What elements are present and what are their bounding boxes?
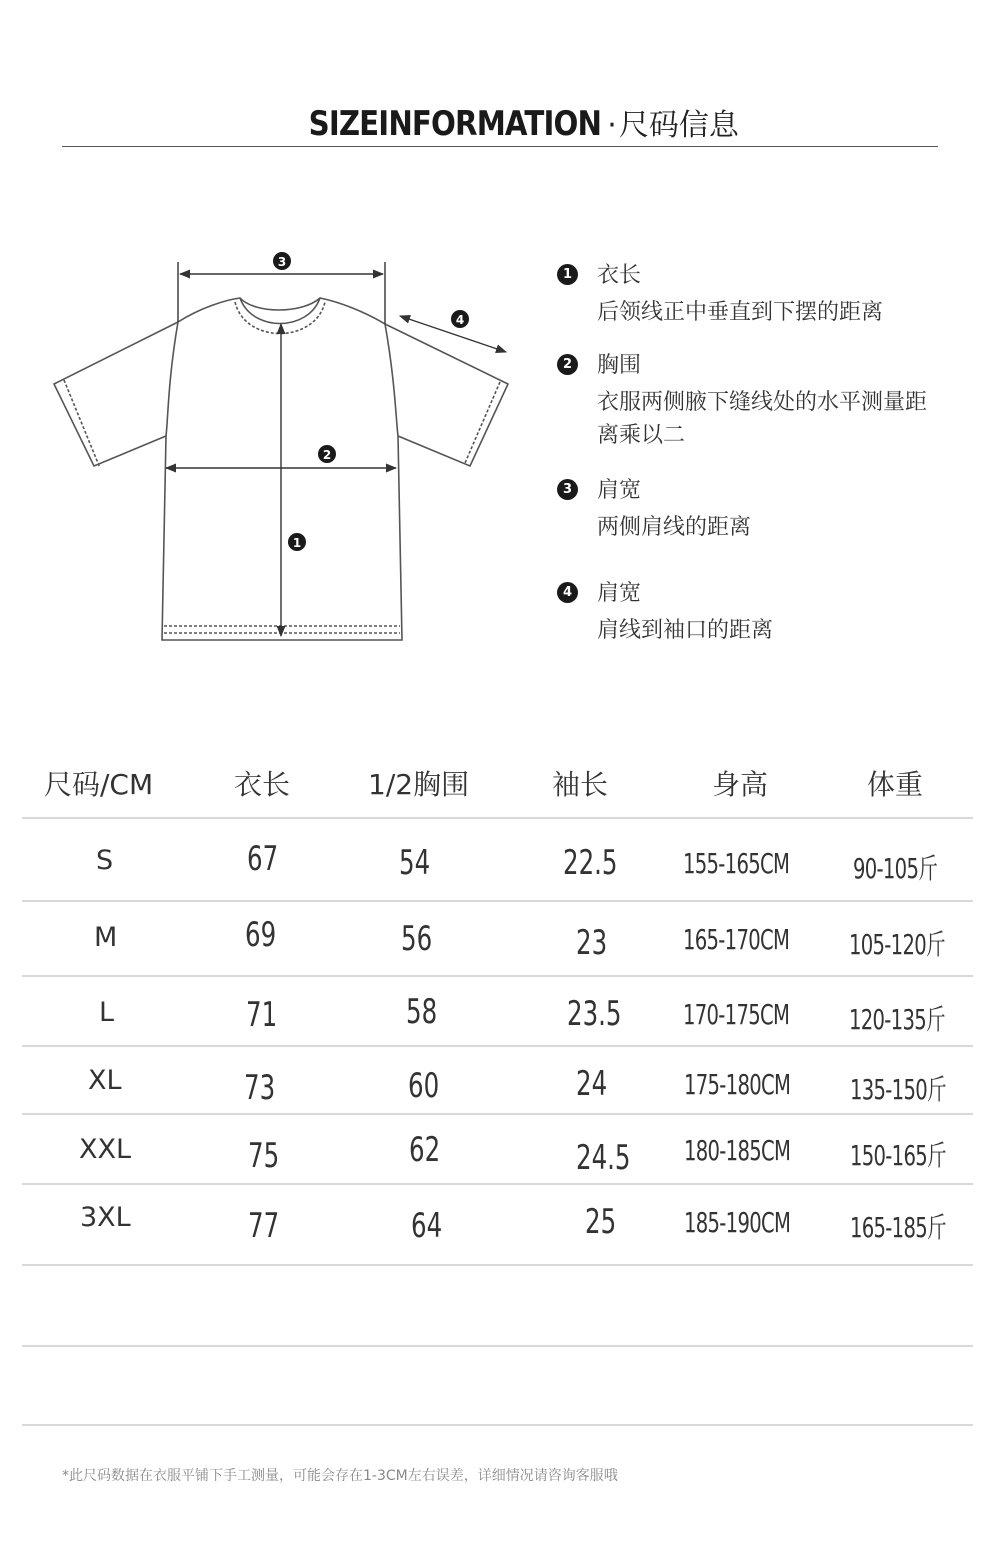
- cell-length: 77: [248, 1206, 280, 1246]
- table-divider: [22, 1113, 973, 1115]
- table-divider: [22, 975, 973, 977]
- cell-sleeve: 23: [576, 923, 608, 963]
- marker-label-2: 2: [322, 448, 332, 462]
- cell-height: 155-165CM: [683, 847, 790, 880]
- cell-weight: 105-120斤: [849, 928, 945, 961]
- table-divider: [22, 1424, 973, 1426]
- table-divider: [22, 1183, 973, 1185]
- tshirt-diagram: [40, 240, 520, 660]
- cell-sleeve: 25: [585, 1202, 617, 1242]
- diagram-marker-4: [451, 310, 469, 328]
- diagram-marker-2: [318, 445, 336, 463]
- cell-weight: 135-150斤: [850, 1073, 946, 1106]
- cell-height: 165-170CM: [683, 923, 790, 956]
- cell-size: M: [94, 922, 118, 953]
- cell-height: 180-185CM: [684, 1134, 791, 1167]
- cell-height: 175-180CM: [684, 1068, 791, 1101]
- cell-length: 69: [245, 915, 277, 955]
- cell-size: XXL: [79, 1134, 132, 1165]
- title-separator: ·: [607, 108, 617, 143]
- cell-size: L: [99, 997, 115, 1028]
- header-weight: 体重: [867, 768, 924, 801]
- cell-size: XL: [88, 1065, 122, 1096]
- cell-chest: 56: [401, 919, 433, 959]
- diagram-marker-3: [273, 252, 291, 270]
- title-chinese: 尺码信息: [618, 108, 739, 143]
- title-underline: [62, 146, 938, 147]
- cell-weight: 120-135斤: [849, 1003, 945, 1036]
- cell-size: 3XL: [80, 1202, 131, 1233]
- header-sleeve: 袖长: [552, 768, 609, 801]
- cell-height: 170-175CM: [683, 998, 790, 1031]
- cell-sleeve: 24.5: [576, 1138, 631, 1178]
- header-size: 尺码/CM: [44, 768, 154, 801]
- cell-height: 185-190CM: [684, 1206, 791, 1239]
- cell-weight: 150-165斤: [850, 1139, 946, 1172]
- marker-label-3: 3: [277, 255, 287, 269]
- marker-label-1: 1: [292, 536, 302, 550]
- diagram-marker-1: [288, 533, 306, 551]
- cell-sleeve: 23.5: [567, 994, 622, 1034]
- header-half-chest: 1/2胸围: [368, 768, 470, 801]
- cell-sleeve: 24: [576, 1064, 608, 1104]
- legend-badge-3: 3: [557, 479, 578, 500]
- header-height: 身高: [712, 768, 769, 801]
- cell-length: 73: [244, 1068, 276, 1108]
- marker-label-4: 4: [455, 313, 465, 327]
- cell-length: 75: [248, 1136, 280, 1176]
- legend-desc: 后领线正中垂直到下摆的距离: [597, 300, 884, 325]
- cell-chest: 58: [406, 992, 438, 1032]
- legend-badge-1: 1: [557, 264, 578, 285]
- legend-badge-4: 4: [557, 582, 578, 603]
- cell-sleeve: 22.5: [563, 843, 618, 883]
- cell-weight: 165-185斤: [850, 1211, 946, 1244]
- table-row: [22, 1188, 973, 1264]
- legend-name: 衣长: [597, 263, 642, 288]
- legend-name: 胸围: [597, 353, 642, 378]
- cell-length: 67: [247, 839, 279, 879]
- header-length: 衣长: [234, 768, 291, 801]
- cell-size: S: [96, 845, 114, 876]
- table-divider: [22, 817, 973, 819]
- cell-chest: 64: [411, 1206, 443, 1246]
- legend-desc: 两侧肩线的距离: [597, 515, 752, 540]
- table-divider: [22, 1264, 973, 1266]
- page-title: [0, 100, 1000, 144]
- legend-badge-2: 2: [557, 354, 578, 375]
- cell-length: 71: [246, 995, 278, 1035]
- legend-name: 肩宽: [597, 478, 642, 503]
- table-row: [22, 905, 973, 981]
- table-header: [22, 745, 973, 817]
- measurement-footnote: *此尺码数据在衣服平铺下手工测量，可能会存在1-3CM左右误差，详细情况请咨询客服哦: [62, 1468, 618, 1484]
- cell-chest: 62: [409, 1130, 441, 1170]
- legend-name: 肩宽: [597, 581, 642, 606]
- table-divider: [22, 1045, 973, 1047]
- legend-desc: 肩线到袖口的距离: [597, 618, 774, 643]
- table-row: [22, 825, 973, 901]
- table-divider: [22, 1345, 973, 1347]
- cell-chest: 60: [408, 1066, 440, 1106]
- cell-chest: 54: [399, 843, 431, 883]
- table-divider: [22, 900, 973, 902]
- title-english: SIZEINFORMATION: [308, 104, 602, 144]
- cell-weight: 90-105斤: [853, 852, 938, 885]
- legend-desc: 衣服两侧腋下缝线处的水平测量距离乘以二: [597, 390, 928, 448]
